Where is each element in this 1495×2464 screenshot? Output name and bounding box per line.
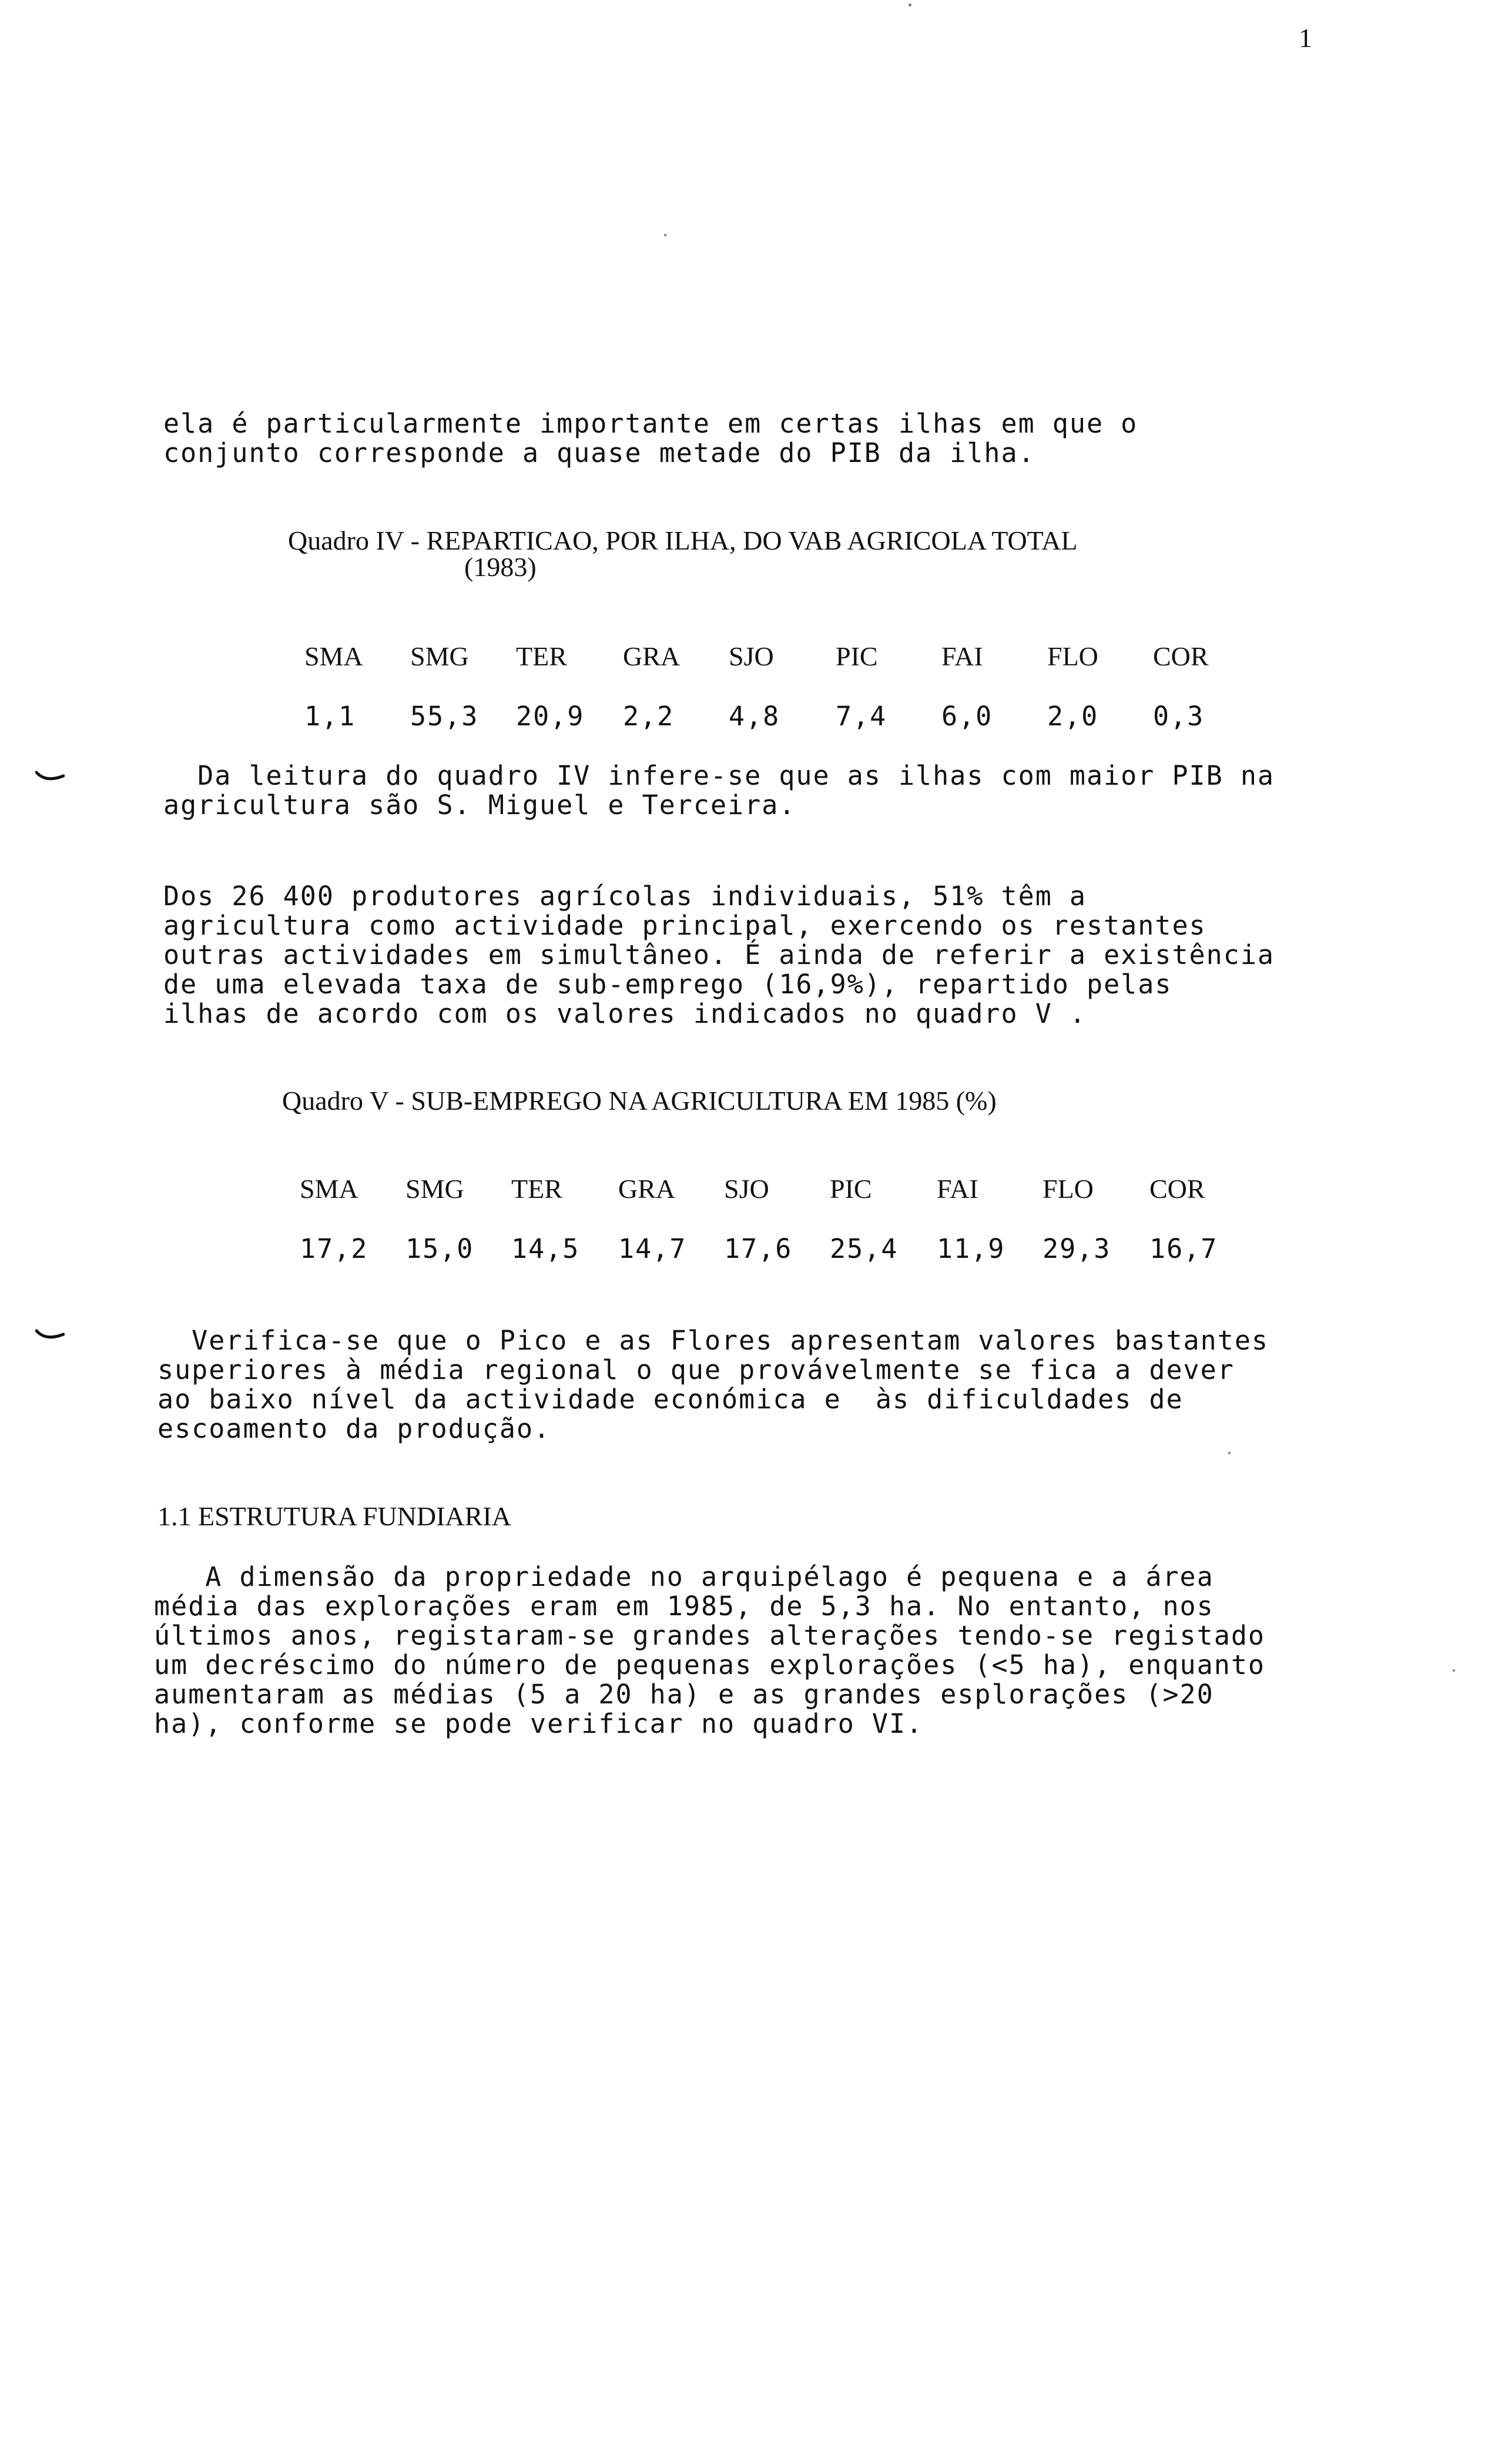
- table-value-cell: 1,1: [304, 701, 356, 732]
- table-header-cell: SMA: [304, 641, 363, 671]
- table-header-cell: TER: [511, 1174, 562, 1204]
- table-header-cell: TER: [516, 641, 567, 671]
- quadro-v-value-row: [0, 1234, 1495, 1270]
- paragraph-pico-flores: [157, 1326, 1269, 1444]
- section-heading: 1.1 ESTRUTURA FUNDIARIA: [157, 1501, 511, 1531]
- paragraph-line: conjunto corresponde a quase metade do PIB da ilha.: [163, 437, 1035, 468]
- table-header-cell: FAI: [937, 1174, 978, 1204]
- table-header-cell: FLO: [1047, 641, 1098, 671]
- table-value-cell: 11,9: [937, 1233, 1005, 1264]
- table-header-cell: SJO: [729, 641, 774, 671]
- scan-speck: [1453, 1669, 1455, 1672]
- table-header-cell: PIC: [836, 641, 878, 671]
- table-value-cell: 17,2: [300, 1233, 368, 1264]
- table-value-cell: 6,0: [941, 701, 993, 732]
- table-header-cell: PIC: [830, 1174, 872, 1204]
- table-value-cell: 25,4: [830, 1233, 899, 1264]
- quadro-iv-value-row: [0, 702, 1495, 737]
- paragraph-line: A dimensão da propriedade no arquipélago é pequena e a área: [154, 1561, 1214, 1592]
- table-header-cell: FAI: [941, 641, 983, 671]
- table-value-cell: 55,3: [410, 701, 479, 732]
- table-value-cell: 29,3: [1043, 1233, 1111, 1264]
- scan-speck: [909, 4, 911, 6]
- paragraph-line: outras actividades em simultâneo. É ainda de referir a existência: [163, 939, 1275, 970]
- paragraph-line: ilhas de acordo com os valores indicados no quadro V .: [163, 998, 1087, 1029]
- check-mark-icon: [35, 770, 65, 783]
- paragraph-line: agricultura são S. Miguel e Terceira.: [163, 789, 796, 821]
- table-header-cell: COR: [1149, 1174, 1205, 1204]
- table-value-cell: 2,0: [1047, 701, 1099, 732]
- table-value-cell: 4,8: [729, 701, 780, 732]
- table-value-cell: 15,0: [405, 1233, 474, 1264]
- quadro-iv-header-row: [0, 642, 1495, 677]
- quadro-v-title: Quadro V - SUB-EMPREGO NA AGRICULTURA EM 1985 (%): [282, 1086, 997, 1116]
- scan-speck: [664, 234, 666, 236]
- paragraph-estrutura-fundiaria: [154, 1562, 1265, 1739]
- table-value-cell: 7,4: [836, 701, 887, 732]
- paragraph-line: média das explorações eram em 1985, de 5,3 ha. No entanto, nos: [154, 1591, 1214, 1622]
- table-header-cell: FLO: [1043, 1174, 1094, 1204]
- paragraph-line: Verifica-se que o Pico e as Flores apresentam valores bastantes: [157, 1325, 1269, 1356]
- check-mark-icon: [35, 1328, 65, 1341]
- paragraph-line: Dos 26 400 produtores agrícolas individuais, 51% têm a: [163, 881, 1087, 912]
- table-header-cell: SMG: [405, 1174, 464, 1204]
- paragraph-line: de uma elevada taxa de sub-emprego (16,9%), repartido pelas: [163, 969, 1172, 1000]
- table-value-cell: 0,3: [1153, 701, 1205, 732]
- paragraph-producers: [163, 882, 1275, 1029]
- table-value-cell: 14,5: [511, 1233, 580, 1264]
- paragraph-line: um decréscimo do número de pequenas explorações (<5 ha), enquanto: [154, 1649, 1265, 1680]
- table-header-cell: GRA: [618, 1174, 676, 1204]
- table-header-cell: SMG: [410, 641, 469, 671]
- paragraph-line: escoamento da produção.: [157, 1413, 551, 1444]
- paragraph-line: agricultura como actividade principal, exercendo os restantes: [163, 910, 1206, 941]
- table-value-cell: 17,6: [724, 1233, 793, 1264]
- table-header-cell: SJO: [724, 1174, 769, 1204]
- paragraph-line: superiores à média regional o que provávelmente se fica a dever: [157, 1354, 1235, 1385]
- table-value-cell: 16,7: [1149, 1233, 1218, 1264]
- quadro-v-header-row: [0, 1174, 1495, 1210]
- paragraph-line: ha), conforme se pode verificar no quadro VI.: [154, 1708, 924, 1739]
- scan-speck: [1228, 1452, 1231, 1454]
- paragraph-line: ao baixo nível da actividade económica e às dificuldades de: [157, 1384, 1184, 1415]
- paragraph-line: ela é particularmente importante em certas ilhas em que o: [163, 408, 1138, 439]
- table-header-cell: GRA: [623, 641, 681, 671]
- table-header-cell: COR: [1153, 641, 1209, 671]
- paragraph-quadro-iv-reading: [163, 761, 1275, 820]
- paragraph-line: aumentaram as médias (5 a 20 ha) e as grandes esplorações (>20: [154, 1679, 1214, 1710]
- quadro-iv-title: Quadro IV - REPARTICAO, POR ILHA, DO VAB AGRICOLA TOTAL: [288, 525, 1078, 555]
- table-header-cell: SMA: [300, 1174, 358, 1204]
- table-value-cell: 2,2: [623, 701, 675, 732]
- paragraph-line: Da leitura do quadro IV infere-se que as ilhas com maior PIB na: [163, 760, 1275, 791]
- page-number: 1: [1299, 23, 1312, 53]
- table-value-cell: 14,7: [618, 1233, 687, 1264]
- quadro-iv-subtitle: (1983): [464, 552, 537, 582]
- paragraph-line: últimos anos, registaram-se grandes alterações tendo-se registado: [154, 1620, 1265, 1651]
- table-value-cell: 20,9: [516, 701, 585, 732]
- paragraph-intro: [163, 409, 1138, 468]
